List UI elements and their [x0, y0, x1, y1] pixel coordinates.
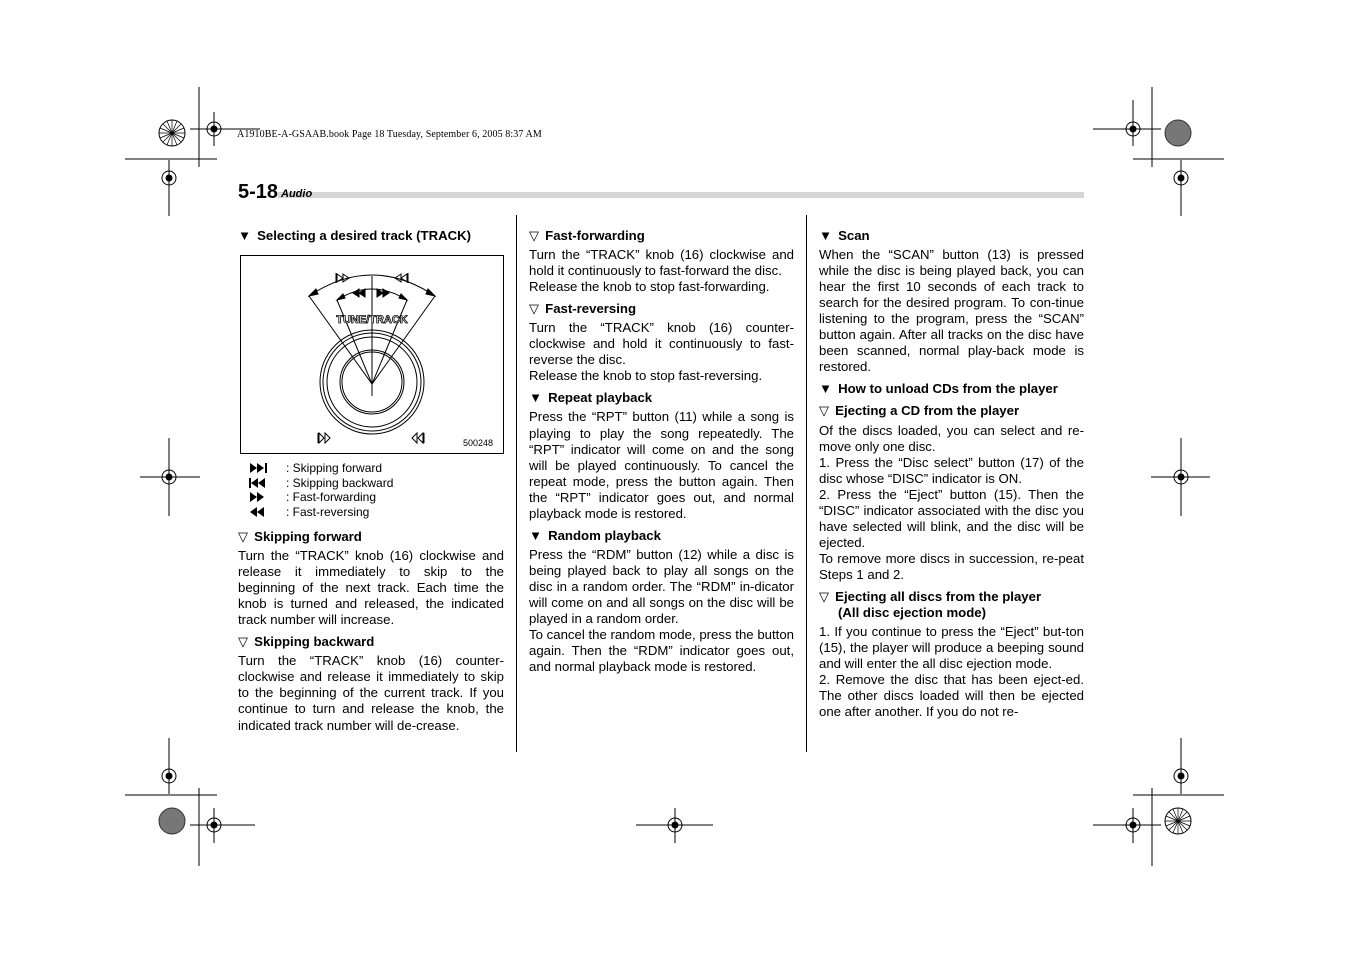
fast-reverse-icon: [248, 506, 270, 518]
heading: [819, 381, 1084, 397]
paragraph: 2. Remove the disc that has been eject-ed. The other discs loaded will then be ejected one after another. If you do not re-: [819, 672, 1084, 720]
knob-label: TUNE/TRACK: [336, 314, 408, 326]
column-divider: [806, 215, 807, 752]
knob-illustration: [241, 256, 503, 453]
heading-text: Selecting a desired track (TRACK): [257, 228, 472, 243]
paragraph: Press the “RDM” button (12) while a disc is being played back to play all songs on the disc in a random order. The “RDM” in-dicator will come on and all songs on the disc will be played in a random order.: [529, 546, 794, 627]
heading-text: Random playback: [548, 527, 661, 543]
skip-forward-icon: [248, 462, 270, 474]
subheading: [819, 403, 1084, 419]
legend-item: [248, 490, 393, 505]
legend-text: : Skipping backward: [286, 475, 394, 490]
subheading: [238, 634, 504, 650]
paragraph: Turn the “TRACK” knob (16) counter-clockwise and hold it continuously to fast-reverse the disc.: [529, 320, 794, 368]
figure-id: 500248: [463, 438, 494, 448]
subheading: [529, 228, 794, 244]
column-3: [819, 228, 1084, 720]
heading-text: How to unload CDs from the player: [838, 381, 1058, 397]
legend-text: : Fast-forwarding: [286, 490, 377, 505]
down-triangle-outline-icon: ▽: [819, 403, 830, 419]
subheading: [819, 589, 1084, 605]
paragraph: When the “SCAN” button (13) is pressed while the disc is being played back, you can hear the first 10 seconds of each track to search for the desired program. To con-tinue listening to the program, press the “SCAN” button again. After all tracks on the disc have been scanned, normal play-back mode is restored.: [819, 247, 1084, 375]
page-number: 5-18: [238, 181, 279, 203]
heading: [529, 390, 794, 406]
legend-item: [248, 505, 393, 520]
paragraph: Turn the “TRACK” knob (16) counter-clockwise and release it immediately to skip to the beginning of the current track. If you continue to turn and release the knob, the indicated track number will de-crease.: [238, 653, 504, 733]
column-divider: [516, 215, 517, 752]
subheading-text: Skipping backward: [254, 634, 375, 650]
heading: [819, 228, 1084, 244]
column-2: [529, 228, 794, 675]
subheading-text: Ejecting all discs from the player: [835, 588, 1042, 604]
down-triangle-icon: ▼: [529, 390, 543, 406]
paragraph: Release the knob to stop fast-forwarding.: [529, 279, 770, 295]
subheading-text: Fast-reversing: [545, 301, 637, 317]
section-title: Audio: [281, 188, 313, 200]
down-triangle-outline-icon: ▽: [529, 228, 540, 243]
subheading-text: Ejecting a CD from the player: [835, 403, 1020, 419]
down-triangle-outline-icon: ▽: [819, 588, 830, 604]
column-1-text: [238, 529, 504, 734]
legend-item: [248, 461, 393, 476]
subheading-text: Skipping forward: [254, 529, 362, 544]
legend-text: : Fast-reversing: [286, 504, 370, 519]
legend-text: : Skipping forward: [286, 461, 383, 475]
down-triangle-icon: ▼: [819, 381, 833, 397]
paragraph: 1. If you continue to press the “Eject” but-ton (15), the player will produce a beeping sound and will enter the all disc ejection mode.: [819, 624, 1084, 672]
heading: [238, 228, 504, 244]
subheading-text: Fast-forwarding: [545, 228, 645, 243]
paragraph: To cancel the random mode, press the button again. Then the “RDM” indicator goes out, and normal playback mode is restored.: [529, 627, 794, 675]
fast-forward-icon: [248, 491, 270, 503]
paragraph: Release the knob to stop fast-reversing.: [529, 368, 763, 384]
paragraph: Turn the “TRACK” knob (16) clockwise and release it immediately to skip to the beginning of the next track. Each time the knob is turned and released, the indicated track number will increase.: [238, 548, 504, 628]
down-triangle-icon: ▼: [529, 527, 543, 543]
subheading: [238, 529, 504, 545]
heading-text: Scan: [838, 228, 870, 243]
legend: [248, 461, 393, 519]
heading: [529, 528, 794, 544]
subheading: [529, 301, 794, 317]
down-triangle-icon: ▼: [819, 228, 833, 243]
legend-item: [248, 476, 393, 491]
down-triangle-outline-icon: ▽: [238, 529, 249, 544]
down-triangle-outline-icon: ▽: [238, 634, 249, 650]
paragraph: Press the “RPT” button (11) while a song is playing to play the song repeatedly. The “RPT” indicator will come on and the song will be played continuously. To cancel the repeat mode, press the button again. Then the “RPT” indicator goes out, and normal playback mode is restored.: [529, 409, 794, 521]
paragraph: 1. Press the “Disc select” button (17) of the disc whose “DISC” indicator is ON.: [819, 454, 1084, 486]
down-triangle-icon: ▼: [238, 228, 252, 243]
paragraph: Turn the “TRACK” knob (16) clockwise and hold it continuously to fast-forward the disc.: [529, 247, 794, 279]
subheading-line-2: (All disc ejection mode): [838, 605, 987, 621]
column-1: [238, 228, 504, 244]
paragraph: To remove more discs in succession, re-peat Steps 1 and 2.: [819, 550, 1084, 582]
down-triangle-outline-icon: ▽: [529, 301, 540, 317]
header-bar: [278, 192, 1084, 198]
paragraph: Of the discs loaded, you can select and re-move only one disc.: [819, 422, 1084, 454]
paragraph: 2. Press the “Eject” button (15). Then the “DISC” indicator associated with the disc you have selected will blink, and the disc will be ejected.: [819, 486, 1084, 550]
skip-backward-icon: [248, 477, 270, 489]
book-info: A1910BE-A-GSAAB.book Page 18 Tuesday, September 6, 2005 8:37 AM: [237, 129, 542, 140]
track-knob-figure: [240, 255, 504, 454]
heading-text: Repeat playback: [548, 390, 653, 406]
